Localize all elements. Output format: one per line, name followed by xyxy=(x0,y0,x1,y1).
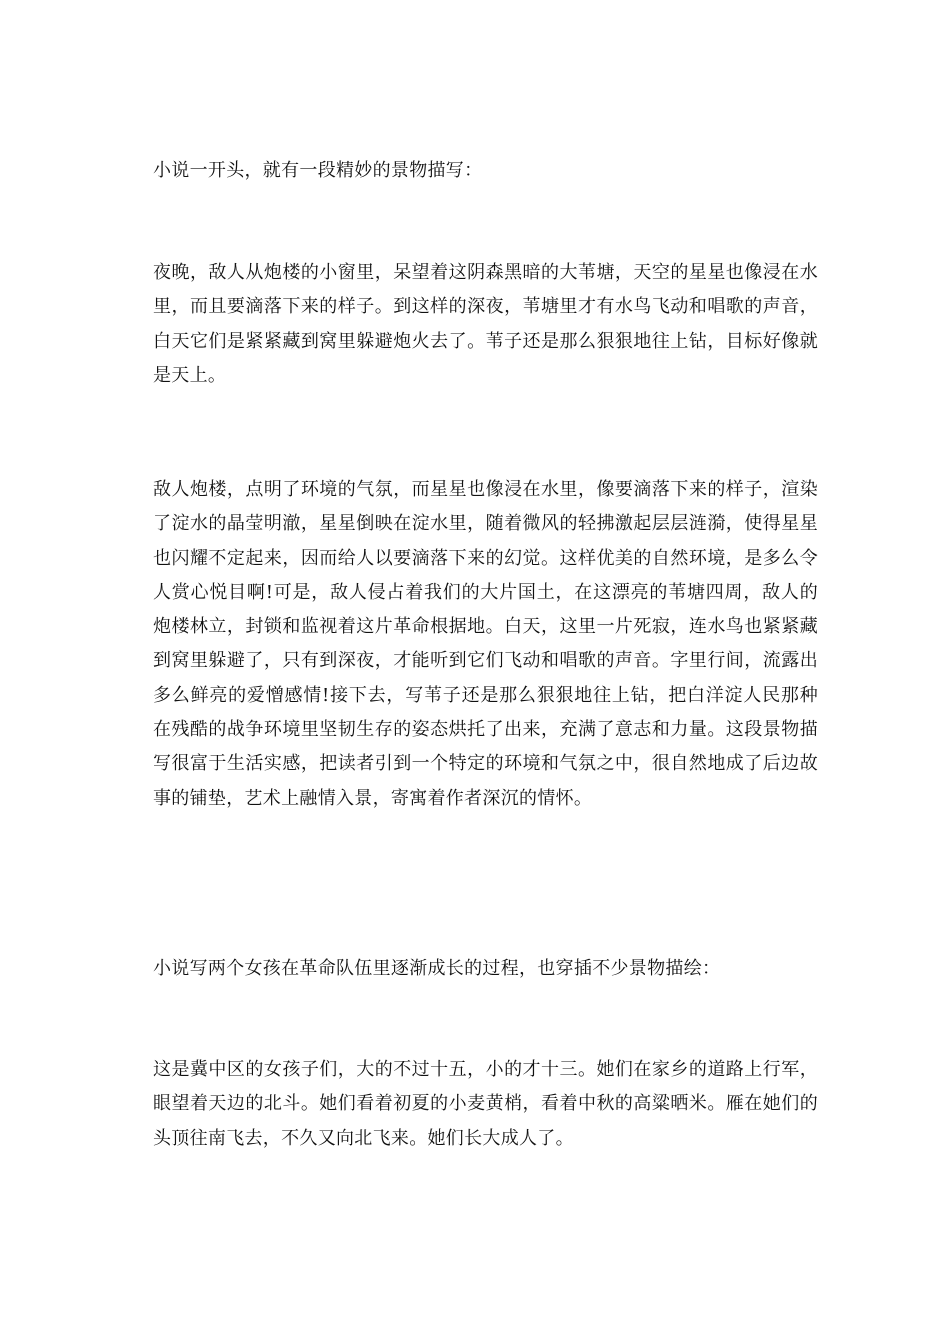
paragraph-analysis: 敌人炮楼，点明了环境的气氛，而星星也像浸在水里，像要滴落下来的样子，渲染了淀水的晶莹明澈，星星倒映在淀水里，随着微风的轻拂激起层层涟漪，使得星星也闪耀不定起来，因而给人以要滴落下来的幻觉。这样优美的自然环境，是多么令人赏心悦目啊!可是，敌人侵占着我们的大片国土，在这漂亮的苇塘四周，敌人的炮楼林立，封锁和监视着这片革命根据地。白天，这里一片死寂，连水鸟也紧紧藏到窝里躲避了，只有到深夜，才能听到它们飞动和唱歌的声音。字里行间，流露出多么鲜亮的爱憎感情!接下去，写苇子还是那么狠狠地往上钻，把白洋淀人民那种在残酷的战争环境里坚韧生存的姿态烘托了出来，充满了意志和力量。这段景物描写很富于生活实感，把读者引到一个特定的环境和气氛之中，很自然地成了后边故事的铺垫，艺术上融情入景，寄寓着作者深沉的情怀。 xyxy=(153,479,818,809)
paragraph-transition: 小说写两个女孩在革命队伍里逐渐成长的过程，也穿插不少景物描绘： xyxy=(153,958,721,979)
paragraph-quote-girls: 这是冀中区的女孩子们，大的不过十五，小的才十三。她们在家乡的道路上行军，眼望着天边的北斗。她们看着初夏的小麦黄梢，看着中秋的高粱晒米。雁在她们的头顶往南飞去，不久又向北飞来。她们长大成人了。 xyxy=(153,1059,818,1149)
paragraph-quote-night: 夜晚，敌人从炮楼的小窗里，呆望着这阴森黑暗的大苇塘，天空的星星也像浸在水里，而且要滴落下来的样子。到这样的深夜，苇塘里才有水鸟飞动和唱歌的声音，白天它们是紧紧藏到窝里躲避炮火去了。苇子还是那么狠狠地往上钻，目标好像就是天上。 xyxy=(153,262,818,386)
paragraph-intro: 小说一开头，就有一段精妙的景物描写： xyxy=(153,160,483,181)
